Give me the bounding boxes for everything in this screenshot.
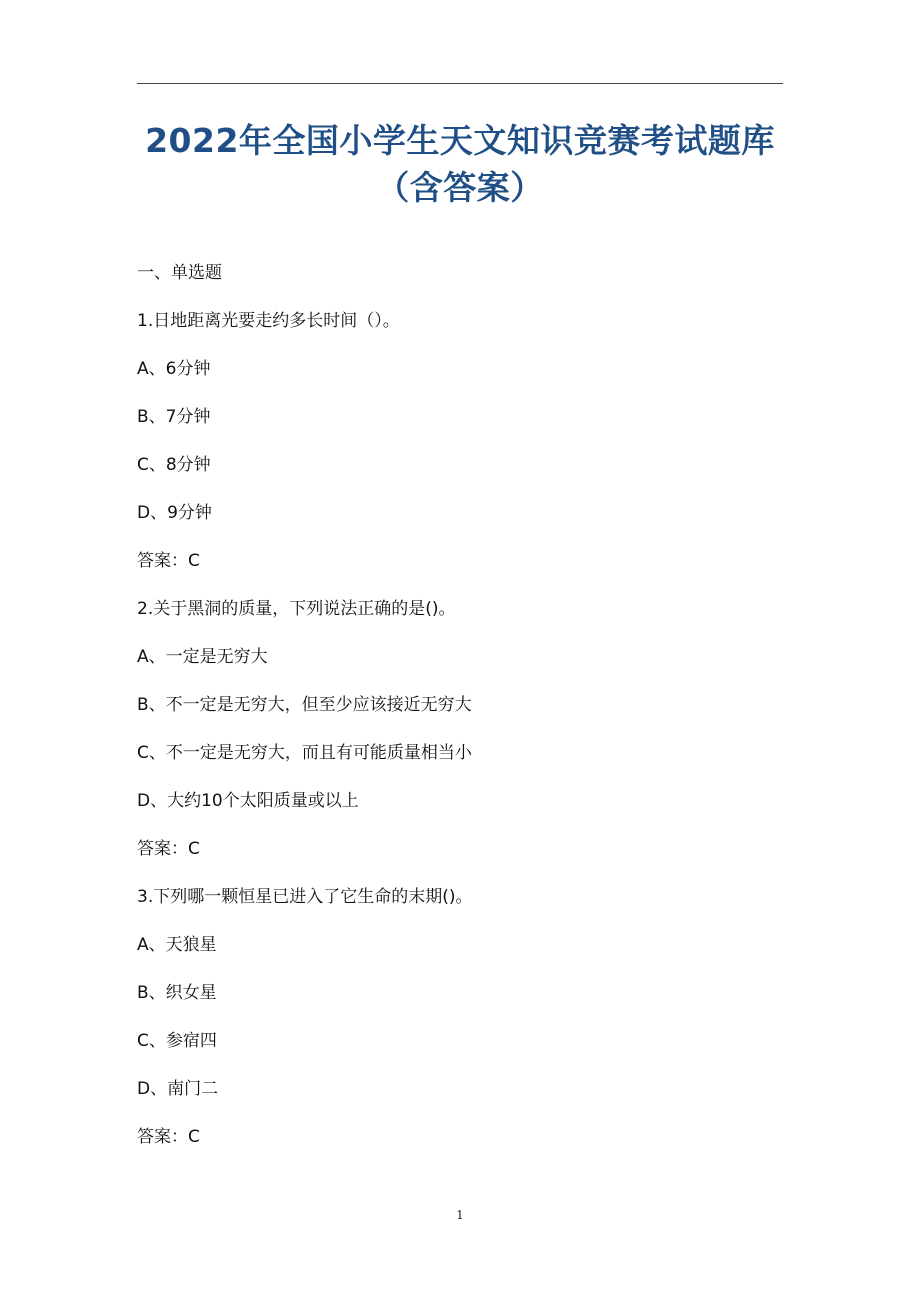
document-title: 2022年全国小学生天文知识竞赛考试题库 xyxy=(145,121,775,160)
question-1: 1.日地距离光要走约多长时间（）。 xyxy=(137,311,400,331)
page-number: 1 xyxy=(456,1208,464,1222)
question-3-answer: 答案：C xyxy=(137,1127,200,1147)
question-3: 3.下列哪一颗恒星已进入了它生命的末期()。 xyxy=(137,887,473,907)
header-rule xyxy=(137,83,783,84)
question-1-answer: 答案：C xyxy=(137,551,200,571)
question-3-option-c: C、参宿四 xyxy=(137,1031,217,1051)
question-2-option-c: C、不一定是无穷大，而且有可能质量相当小 xyxy=(137,743,472,763)
question-1-option-a: A、6分钟 xyxy=(137,359,211,379)
question-2-option-a: A、一定是无穷大 xyxy=(137,647,268,667)
question-2-answer: 答案：C xyxy=(137,839,200,859)
question-3-option-b: B、织女星 xyxy=(137,983,217,1003)
question-1-option-c: C、8分钟 xyxy=(137,455,211,475)
question-1-option-d: D、9分钟 xyxy=(137,503,212,523)
section-heading: 一、单选题 xyxy=(137,263,222,283)
question-1-option-b: B、7分钟 xyxy=(137,407,211,427)
question-3-option-a: A、天狼星 xyxy=(137,935,217,955)
question-2: 2.关于黑洞的质量，下列说法正确的是()。 xyxy=(137,599,456,619)
question-2-option-b: B、不一定是无穷大，但至少应该接近无穷大 xyxy=(137,695,472,715)
question-2-option-d: D、大约10个太阳质量或以上 xyxy=(137,791,359,811)
question-3-option-d: D、南门二 xyxy=(137,1079,219,1099)
document-subtitle: （含答案） xyxy=(376,168,544,207)
